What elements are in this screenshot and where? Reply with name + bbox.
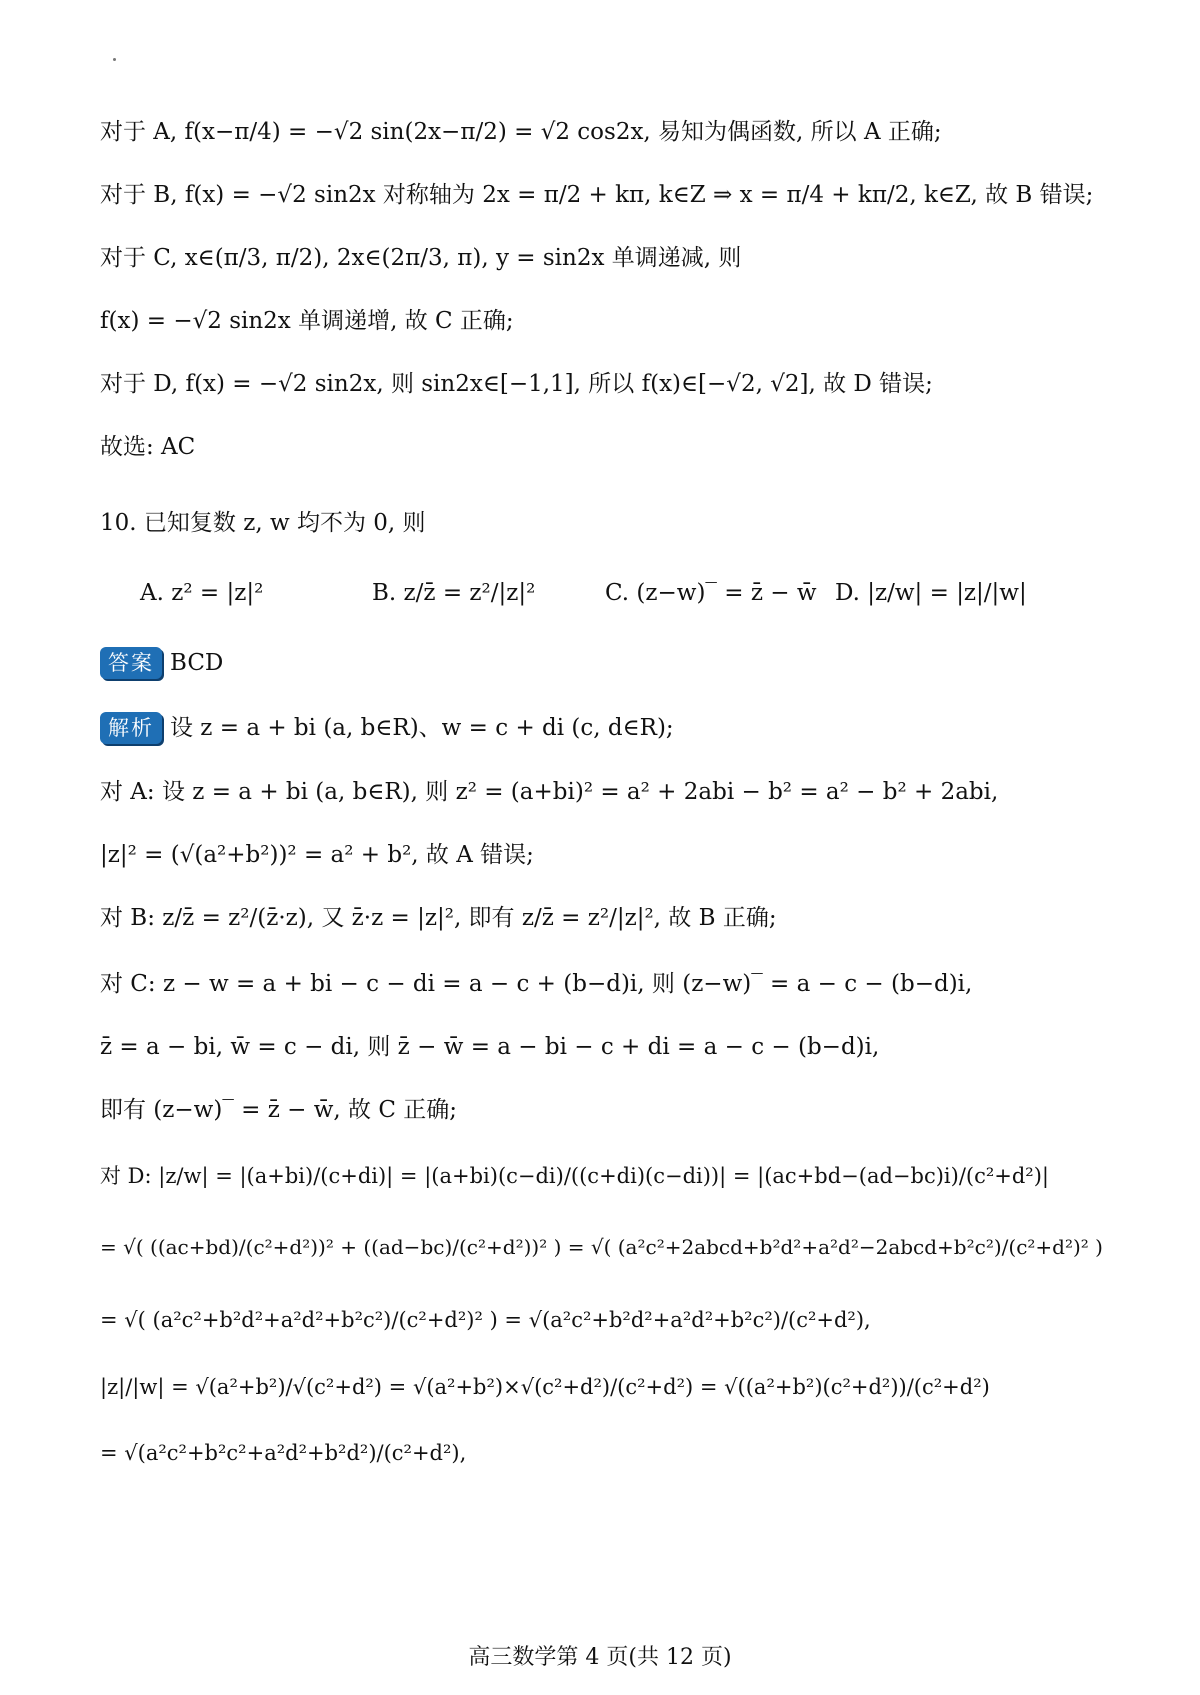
question-10-stem: 10. 已知复数 z, w 均不为 0, 则 <box>100 510 426 536</box>
solution-line-c1: 对于 C, x∈(π/3, π/2), 2x∈(2π/3, π), y = sin2x 单调递减, 则 <box>100 245 742 271</box>
analysis-line-d1: 对 D: |z/w| = |(a+bi)/(c+di)| = |(a+bi)(c−di)/((c+di)(c−di))| = |(ac+bd−(ad−bc)i)/(c²+d²)| <box>100 1164 1049 1188</box>
solution-choice: 故选: AC <box>100 434 196 460</box>
analysis-line-b: 对 B: z/z̄ = z²/(z̄·z), 又 z̄·z = |z|², 即有 z/z̄ = z²/|z|², 故 B 正确; <box>100 905 777 931</box>
answer-value: BCD <box>170 650 224 676</box>
analysis-line-d5: = √(a²c²+b²c²+a²d²+b²d²)/(c²+d²), <box>100 1441 467 1465</box>
analysis-badge: 解析 <box>100 712 162 744</box>
analysis-intro: 设 z = a + bi (a, b∈R)、w = c + di (c, d∈R); <box>170 715 674 741</box>
answer-row <box>100 647 223 679</box>
solution-line-c2: f(x) = −√2 sin2x 单调递增, 故 C 正确; <box>100 308 514 334</box>
answer-badge: 答案 <box>100 647 162 679</box>
analysis-row <box>100 712 674 744</box>
solution-line-b: 对于 B, f(x) = −√2 sin2x 对称轴为 2x = π/2 + kπ, k∈Z ⇒ x = π/4 + kπ/2, k∈Z, 故 B 错误; <box>100 182 1094 208</box>
analysis-line-a2: |z|² = (√(a²+b²))² = a² + b², 故 A 错误; <box>100 842 534 868</box>
analysis-line-d3: = √( (a²c²+b²d²+a²d²+b²c²)/(c²+d²)² ) = √(a²c²+b²d²+a²d²+b²c²)/(c²+d²), <box>100 1308 871 1332</box>
option-a: A. z² = |z|² <box>140 580 264 606</box>
page-footer: 高三数学第 4 页(共 12 页) <box>468 1645 732 1670</box>
analysis-line-c2: z̄ = a − bi, w̄ = c − di, 则 z̄ − w̄ = a − bi − c + di = a − c − (b−d)i, <box>100 1034 880 1060</box>
option-d: D. |z/w| = |z|/|w| <box>835 580 1027 606</box>
analysis-line-a1: 对 A: 设 z = a + bi (a, b∈R), 则 z² = (a+bi)² = a² + 2abi − b² = a² − b² + 2abi, <box>100 779 999 805</box>
analysis-line-d4: |z|/|w| = √(a²+b²)/√(c²+d²) = √(a²+b²)×√(c²+d²)/(c²+d²) = √((a²+b²)(c²+d²))/(c²+d²) <box>100 1375 990 1399</box>
option-b: B. z/z̄ = z²/|z|² <box>372 580 536 606</box>
solution-line-a: 对于 A, f(x−π/4) = −√2 sin(2x−π/2) = √2 cos2x, 易知为偶函数, 所以 A 正确; <box>100 119 942 145</box>
analysis-line-c3: 即有 (z−w)‾ = z̄ − w̄, 故 C 正确; <box>100 1097 458 1123</box>
scan-dot <box>113 58 116 61</box>
analysis-line-d2: = √( ((ac+bd)/(c²+d²))² + ((ad−bc)/(c²+d²))² ) = √( (a²c²+2abcd+b²d²+a²d²−2abcd+b²c²)/(c²+d²)² ) <box>100 1235 1103 1259</box>
solution-line-d: 对于 D, f(x) = −√2 sin2x, 则 sin2x∈[−1,1], 所以 f(x)∈[−√2, √2], 故 D 错误; <box>100 371 933 397</box>
analysis-line-c1: 对 C: z − w = a + bi − c − di = a − c + (b−d)i, 则 (z−w)‾ = a − c − (b−d)i, <box>100 971 973 997</box>
option-c: C. (z−w)‾ = z̄ − w̄ <box>605 580 817 606</box>
